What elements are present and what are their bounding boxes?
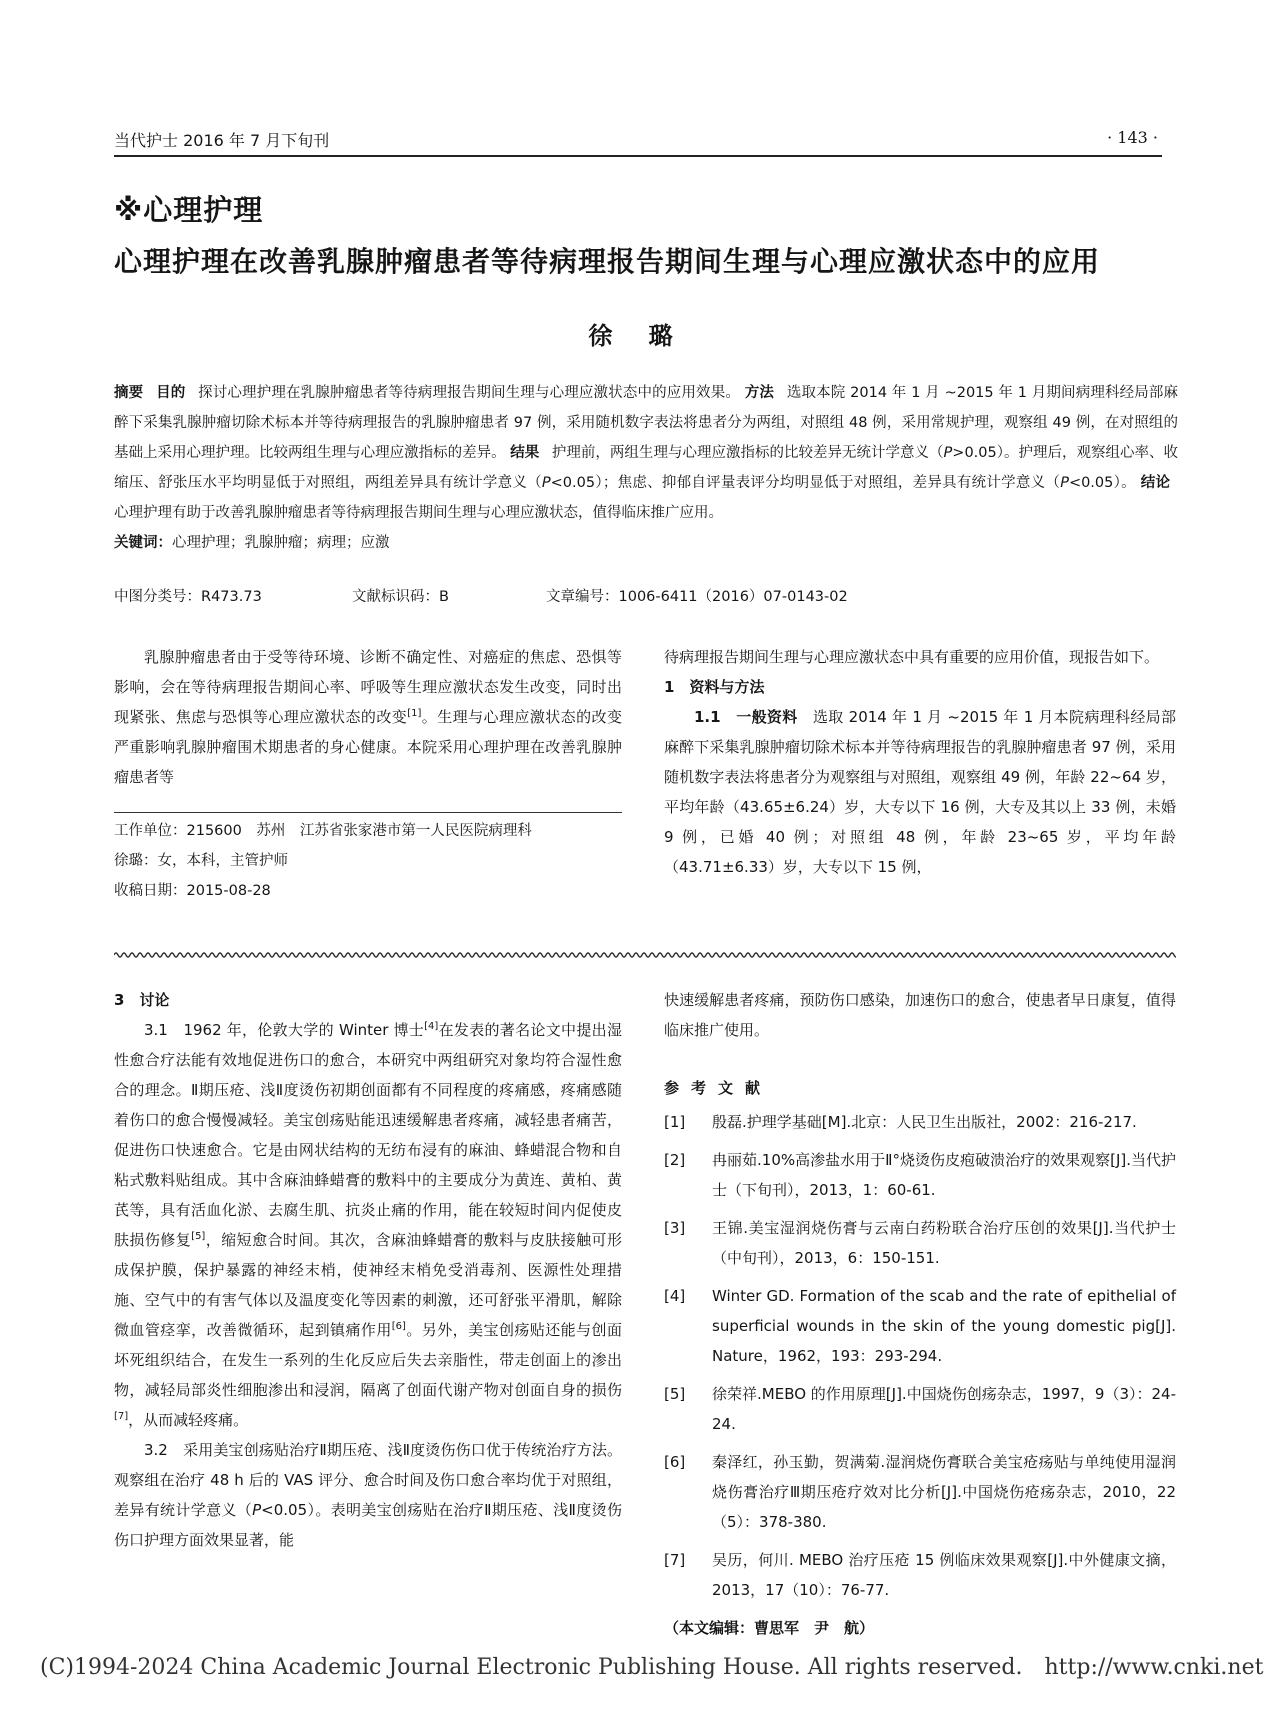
reference-text: 王锦.美宝湿润烧伤膏与云南白药粉联合治疗压创的效果[J].当代护士（中旬刊），2013，6：150-151. <box>712 1219 1176 1267</box>
section-heading-3: 3 讨论 <box>114 991 170 1009</box>
reference-number: [2] <box>664 1151 686 1169</box>
reference-text: 秦泽红，孙玉勤，贺满菊.湿润烧伤膏联合美宝疮疡贴与单纯使用湿润烧伤膏治疗Ⅲ期压疮疗效对比分析[J].中国烧伤疮疡杂志，2010，22（5）：378-380. <box>712 1453 1176 1531</box>
conclusion-text: 心理护理有助于改善乳腺肿瘤患者等待病理报告期间生理与心理应激状态，值得临床推广应用。 <box>114 505 723 521</box>
reference-text: Winter GD. Formation of the scab and the rate of epithelial of superficial wounds in the skin of the young domestic pig[J]. Nature，1962，193：293-294. <box>712 1287 1176 1365</box>
discussion-text: 在发表的著名论文中提出湿性愈合疗法能有效地促进伤口的愈合，本研究中两组研究对象均符合湿性愈合的理念。Ⅱ期压疮、浅Ⅱ度烫伤初期创面都有不同程度的疼痛感，疼痛感随着伤口的愈合慢慢减轻。美宝创疡贴能迅速缓解患者疼痛，减轻患者痛苦，促进伤口快速愈合。它是由网状结构的无纺布浸有的麻油、蜂蜡混合物和自粘式敷料贴组成。其中含麻油蜂蜡膏的敷料中的主要成分为黄连、黄柏、黄芪等，具有活血化淤、去腐生肌、抗炎止痛的作用，能在较短时间内促使皮肤损伤修复 <box>114 1021 622 1249</box>
references-title: 参考文献 <box>664 1079 773 1097</box>
objective-label: 目的 <box>156 385 186 401</box>
objective-text: 探讨心理护理在乳腺肿瘤患者等待病理报告期间生理与心理应激状态中的应用效果。 <box>198 385 740 401</box>
author-info: 徐璐：女，本科，主管护师 <box>114 853 288 869</box>
intro-continued: 待病理报告期间生理与心理应激状态中具有重要的应用价值，现报告如下。 <box>664 648 1160 666</box>
abstract-block <box>114 378 1178 558</box>
citation: [1] <box>407 708 422 719</box>
intro-text-2: 。生理与心理应激状态的改变严重影响乳腺肿瘤围术期患者的身心健康。本院采用心理护理在改善乳腺肿瘤患者等 <box>114 708 622 786</box>
column-label: ※心理护理 <box>114 193 264 227</box>
discussion-3-2 <box>114 1435 622 1555</box>
discussion-text: ，从而减轻疼痛。 <box>128 1411 249 1429</box>
abstract-label: 摘要 <box>114 385 144 401</box>
reference-item <box>664 1379 1176 1439</box>
intro-paragraph <box>114 642 622 792</box>
method-text: 选取本院 2014 年 1 月 ~2015 年 1 月期间病理科经局部麻醉下采集乳腺肿瘤切除术标本并等待病理报告的乳腺肿瘤患者 97 例，采用随机数字表法将患者分为两组，对照组 48 例，采用常规护理，观察组 49 例，在对照组的基础上采用心理护理。比较两组生理与心理应激指标的差异。 <box>114 385 1179 461</box>
result-text-2: >0.05）。护理后，观察组心率、收缩压、舒张压水平均明显低于对照组，两组差异具有统计学意义（ <box>114 445 1179 491</box>
reference-number: [3] <box>664 1219 686 1237</box>
p-symbol: P <box>541 475 551 491</box>
discussion-text: ，缩短愈合时间。其次，含麻油蜂蜡膏的敷料与皮肤接触可形成保护膜，保护暴露的神经末梢，使神经末梢免受消毒剂、医源性处理措施、空气中的有害气体以及温度变化等因素的刺激，还可舒张平滑肌，解除微血管痉挛，改善微循环，起到镇痛作用 <box>114 1231 622 1339</box>
reference-number: [7] <box>664 1551 686 1569</box>
header-rule <box>114 155 1162 157</box>
article-number: 文章编号：1006-6411（2016）07-0143-02 <box>546 589 848 605</box>
reference-item <box>664 1213 1176 1273</box>
section-heading-1: 1 资料与方法 <box>664 678 765 696</box>
keywords-label: 关键词： <box>114 535 172 551</box>
method-label: 方法 <box>744 385 775 401</box>
section-1-1-text: 选取 2014 年 1 月 ~2015 年 1 月本院病理科经局部麻醉下采集乳腺肿瘤切除术标本并等待病理报告的乳腺肿瘤患者 97 例，采用随机数字表法将患者分为观察组与对照组，观察组 49 例，年龄 22~64 岁，平均年龄（43.65±6.24）岁，大专以下 16 例，大专及其以上 33 例，未婚 9 例，已婚 40 例；对照组 48 例，年龄 23~65 岁，平均年龄（43.71±6.33）岁，大专以下 15 例， <box>664 708 1176 876</box>
reference-item <box>664 1107 1176 1137</box>
section-1-1-label: 1.1 一般资料 <box>694 708 798 726</box>
reference-item <box>664 1545 1176 1605</box>
reference-text: 冉丽茹.10%高渗盐水用于Ⅱ°烧烫伤皮疱破溃治疗的效果观察[J].当代护士（下旬刊），2013，1：60-61. <box>712 1151 1176 1199</box>
discussion-text: 3.1 1962 年，伦敦大学的 Winter 博士 <box>144 1021 425 1039</box>
footnote-rule <box>114 812 622 813</box>
work-unit: 工作单位：215600 苏州 江苏省张家港市第一人民医院病理科 <box>114 823 532 839</box>
discussion-right-column <box>664 985 1176 1643</box>
keywords-line <box>114 528 1178 558</box>
reference-text: 吴历，何川. MEBO 治疗压疮 15 例临床效果观察[J].中外健康文摘，2013，17（10）：76-77. <box>712 1551 1176 1599</box>
result-text-1: 护理前，两组生理与心理应激指标的比较差异无统计学意义（ <box>551 445 944 461</box>
citation: [6] <box>391 1321 406 1332</box>
intro-left-column <box>114 642 622 792</box>
p-symbol: P <box>1060 475 1069 491</box>
clc-number: 中图分类号：R473.73 <box>114 589 262 605</box>
reference-list <box>664 1107 1176 1605</box>
article-title: 心理护理在改善乳腺肿瘤患者等待病理报告期间生理与心理应激状态中的应用 <box>114 245 1101 278</box>
reference-item <box>664 1145 1176 1205</box>
page-number: · 143 · <box>1107 128 1158 147</box>
reference-number: [5] <box>664 1385 686 1403</box>
copyright-footer: (C)1994-2024 China Academic Journal Electronic Publishing House. All rights reserved. http://www.cnki.net <box>40 1655 1264 1680</box>
reference-number: [1] <box>664 1113 686 1131</box>
discussion-left-column <box>114 985 622 1555</box>
result-text-3: <0.05）；焦虑、抑郁自评量表评分均明显低于对照组，差异具有统计学意义（ <box>550 475 1061 491</box>
result-text-4: <0.05）。 <box>1068 475 1136 491</box>
document-code: 文献标识码：B <box>352 589 449 605</box>
reference-text: 殷磊.护理学基础[M].北京：人民卫生出版社，2002：216-217. <box>712 1113 1137 1131</box>
discussion-text: 。另外，美宝创疡贴还能与创面坏死组织结合，在发生一系列的生化反应后失去亲脂性，带走创面上的渗出物，减轻局部炎性细胞渗出和浸润，隔离了创面代谢产物对创面自身的损伤 <box>114 1321 622 1399</box>
reference-number: [6] <box>664 1453 686 1471</box>
p-symbol: P <box>943 445 953 461</box>
discussion-text: 3.2 采用美宝创疡贴治疗Ⅱ期压疮、浅Ⅱ度烫伤伤口优于传统治疗方法。观察组在治疗 48 h 后的 VAS 评分、愈合时间及伤口愈合率均优于对照组，差异有统计学意义（ <box>114 1441 622 1519</box>
reference-text: 徐荣祥.MEBO 的作用原理[J].中国烧伤创疡杂志，1997，9（3）：24-24. <box>712 1385 1176 1433</box>
citation: [4] <box>424 1021 439 1032</box>
affiliation-block <box>114 816 622 906</box>
received-date: 收稿日期：2015-08-28 <box>114 883 271 899</box>
section-1-1 <box>664 702 1176 882</box>
conclusion-label: 结论 <box>1140 475 1171 491</box>
citation: [7] <box>114 1411 129 1422</box>
discussion-text: <0.05）。表明美宝创疡贴在治疗Ⅱ期压疮、浅Ⅱ度烫伤伤口护理方面效果显著，能 <box>114 1501 622 1549</box>
editor-credit: （本文编辑：曹思军 尹 航） <box>664 1619 875 1637</box>
reference-item <box>664 1447 1176 1537</box>
intro-text-1: 乳腺肿瘤患者由于受等待环境、诊断不确定性、对癌症的焦虑、恐惧等影响，会在等待病理报告期间心率、呼吸等生理应激状态发生改变，同时出现紧张、焦虑与恐惧等心理应激状态的改变 <box>114 648 622 726</box>
citation: [5] <box>191 1231 206 1242</box>
wavy-divider <box>114 950 1176 960</box>
journal-header: 当代护士 2016 年 7 月下旬刊 <box>114 131 330 150</box>
intro-right-column <box>664 642 1176 882</box>
reference-item <box>664 1281 1176 1371</box>
abstract-paragraph <box>114 378 1178 528</box>
author: 徐 璐 <box>588 322 687 350</box>
result-label: 结果 <box>510 445 540 461</box>
discussion-3-1 <box>114 1015 622 1435</box>
reference-number: [4] <box>664 1287 686 1305</box>
p-symbol: P <box>252 1501 262 1519</box>
keywords-text: 心理护理；乳腺肿瘤；病理；应激 <box>172 535 390 551</box>
discussion-continued: 快速缓解患者疼痛，预防伤口感染，加速伤口的愈合，使患者早日康复，值得临床推广使用。 <box>664 991 1176 1039</box>
